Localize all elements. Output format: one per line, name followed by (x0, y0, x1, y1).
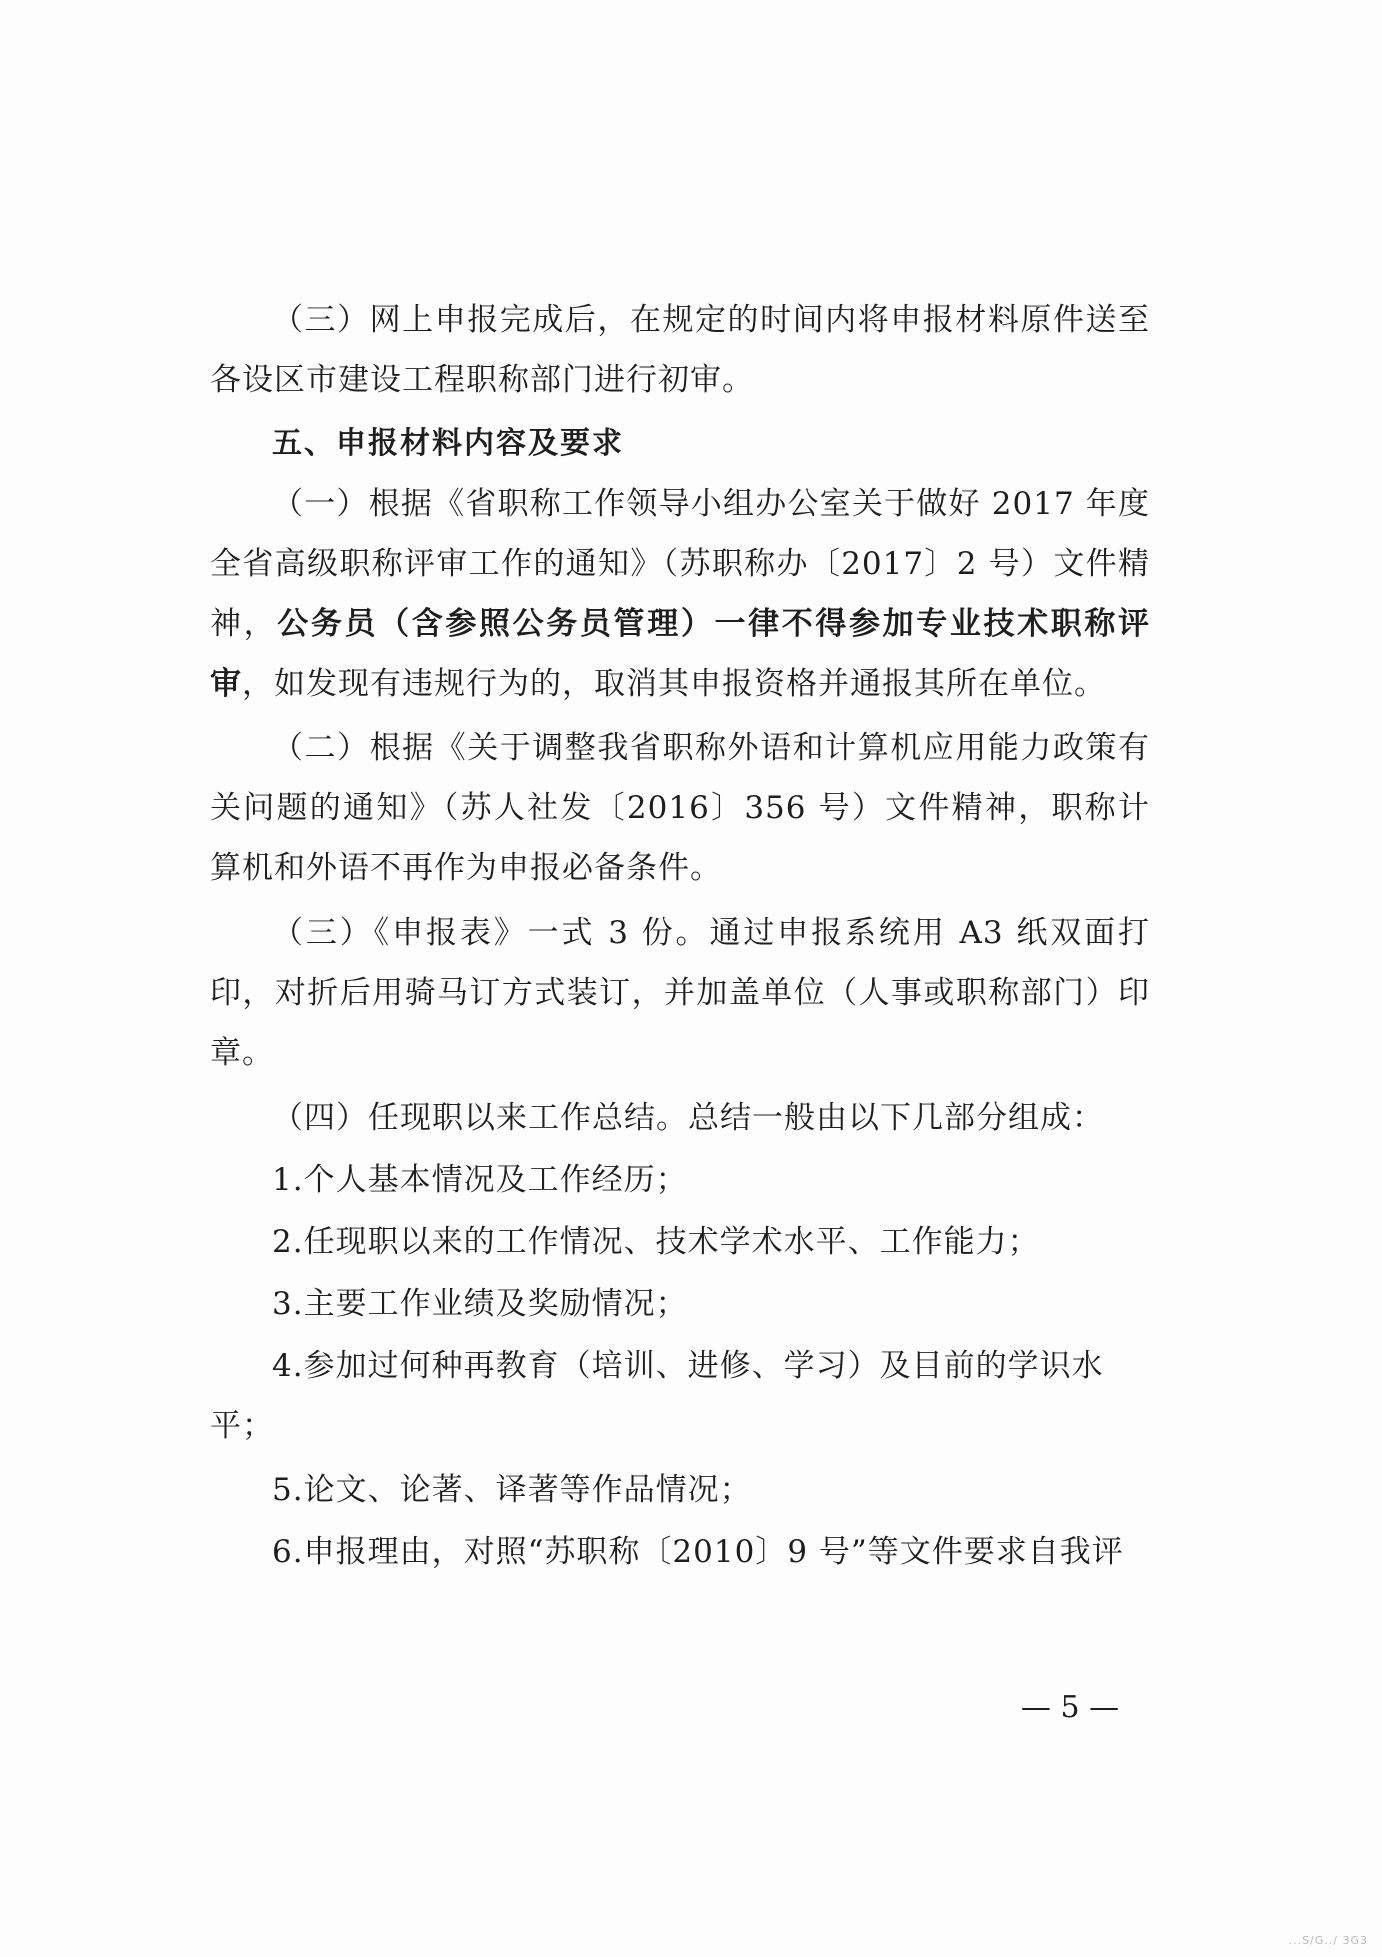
list-item: 6.申报理由，对照“苏职称〔2010〕9 号”等文件要求自我评 (272, 1534, 1124, 1570)
paragraph-online-submission: （三）网上申报完成后，在规定的时间内将申报材料原件送至各设区市建设工程职称部门进行初审。 (210, 302, 1150, 398)
section-heading-5: 五、申报材料内容及要求 (272, 426, 624, 461)
paragraph-foreign-language-policy: （二）根据《关于调整我省职称外语和计算机应用能力政策有关问题的通知》（苏人社发〔2016〕356 号）文件精神，职称计算机和外语不再作为申报必备条件。 (210, 730, 1150, 886)
paragraph-work-summary: （四）任现职以来工作总结。总结一般由以下几部分组成： (272, 1100, 1104, 1136)
watermark: ...S/G../ 3G3 (1288, 1934, 1368, 1947)
list-item: 4.参加过何种再教育（培训、进修、学习）及目前的学识水平； (210, 1348, 1104, 1444)
bold-emphasis-text: 公务员（含参照公务员管理）一律不得参加专业技术职称评审 (210, 606, 1151, 702)
paragraph-application-form: （三）《申报表》一式 3 份。通过申报系统用 A3 纸双面打印，对折后用骑马订方式装订，并加盖单位（人事或职称部门）印章。 (210, 915, 1150, 1071)
list-item: 2.任现职以来的工作情况、技术学术水平、工作能力； (272, 1224, 1040, 1260)
paragraph-civil-servant-rule (210, 474, 1150, 714)
list-item: 5.论文、论著、译著等作品情况； (272, 1472, 752, 1508)
paragraph-text: （一）根据《省职称工作领导小组办公室关于做好 2017 年度全省高级职称评审工作的通知》（苏职称办〔2017〕2 号）文件精神， (210, 486, 1150, 642)
list-item: 3.主要工作业绩及奖励情况； (272, 1286, 688, 1322)
page-number: — 5 — (1020, 1690, 1120, 1725)
paragraph-text: ，如发现有违规行为的，取消其申报资格并通报其所在单位。 (242, 666, 1106, 702)
list-item: 1.个人基本情况及工作经历； (272, 1162, 688, 1198)
